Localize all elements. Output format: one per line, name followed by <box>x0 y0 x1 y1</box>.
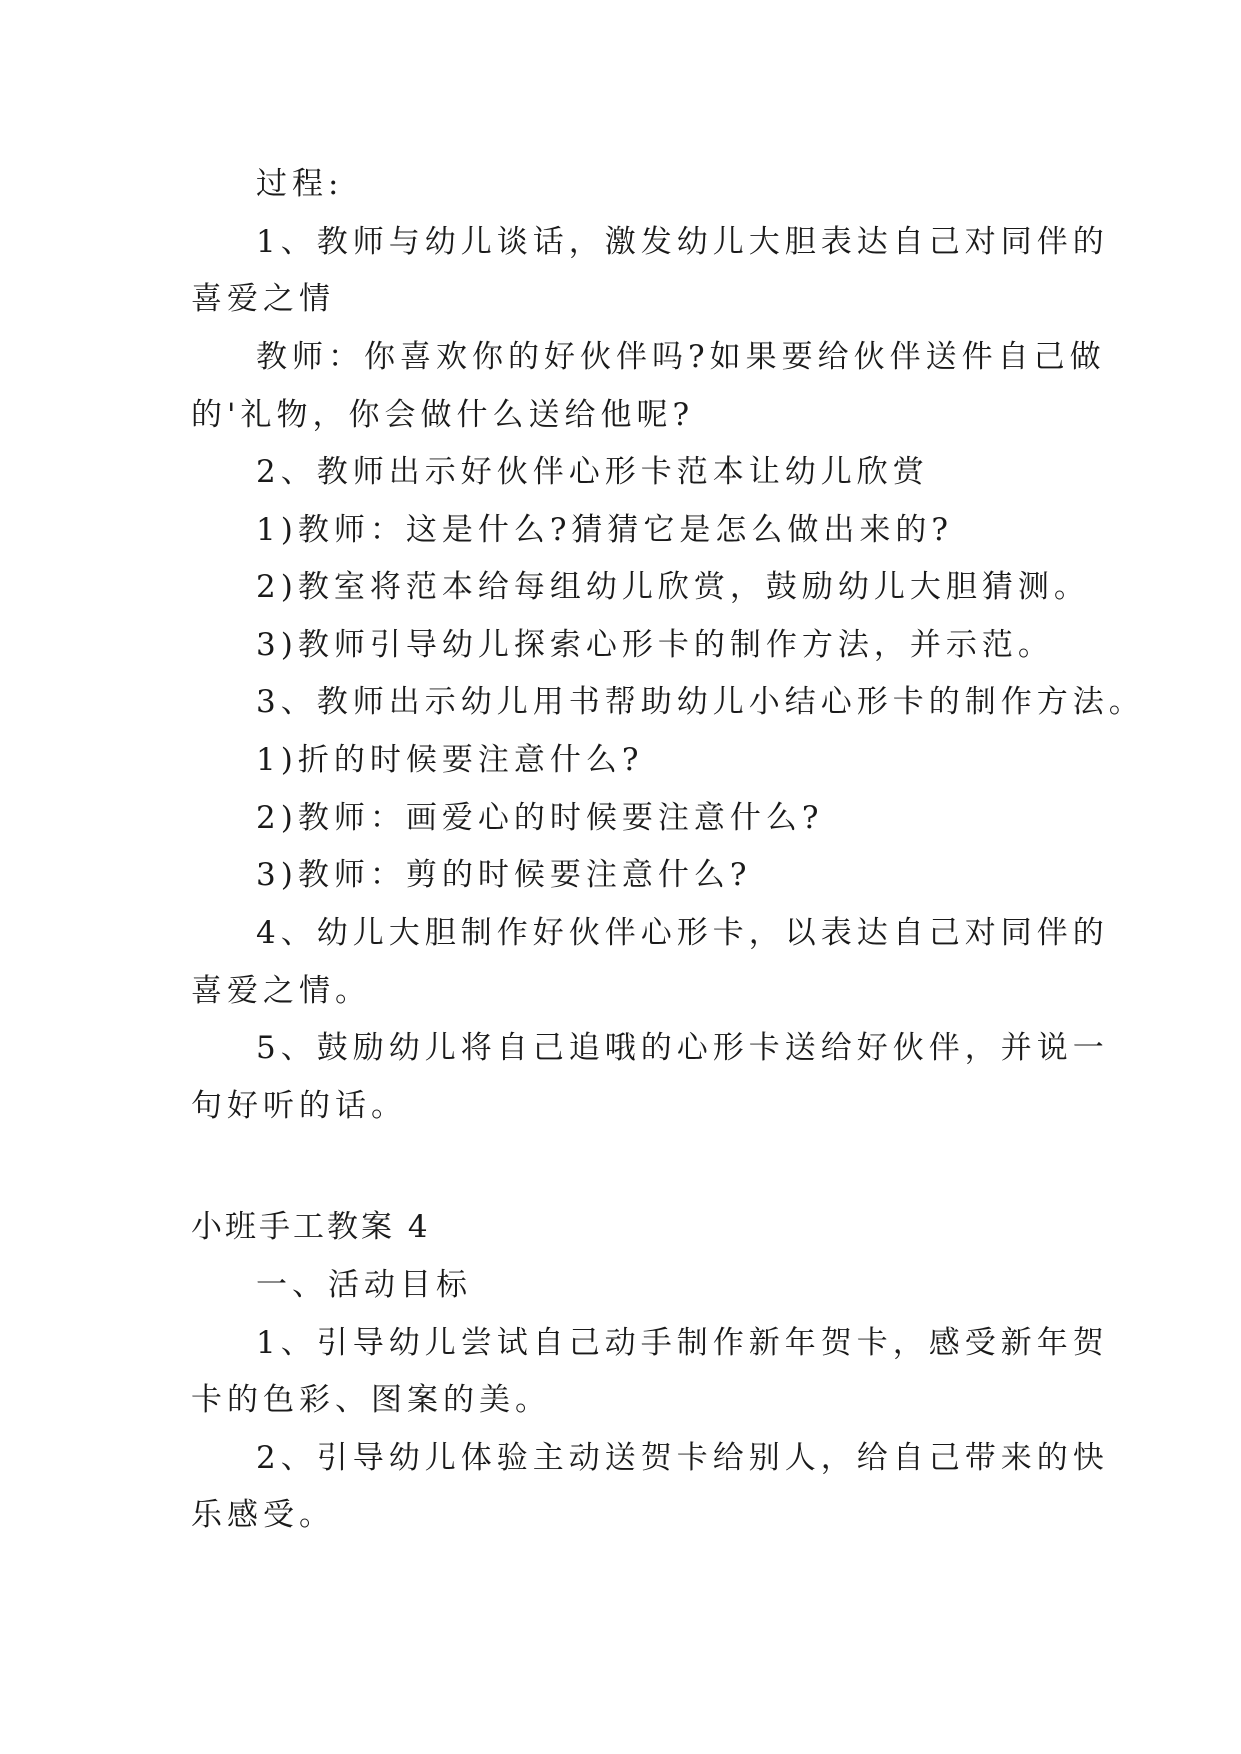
text-line: 过程: <box>256 166 344 202</box>
text-line: 喜爱之情 <box>191 281 335 317</box>
text-line: 一、活动目标 <box>256 1267 472 1303</box>
text-line: 1)折的时候要注意什么? <box>256 742 644 778</box>
text-line: 4、幼儿大胆制作好伙伴心形卡，以表达自己对同伴的 <box>256 915 1109 951</box>
text-line: 的'礼物，你会做什么送给他呢? <box>191 397 695 433</box>
section-heading: 小班手工教案 4 <box>191 1209 431 1245</box>
text-line: 1、教师与幼儿谈话，激发幼儿大胆表达自己对同伴的 <box>256 224 1109 260</box>
text-line: 句好听的话。 <box>191 1088 407 1124</box>
text-line: 2)教师：画爱心的时候要注意什么? <box>256 800 824 836</box>
text-line: 1)教师：这是什么?猜猜它是怎么做出来的? <box>256 512 954 548</box>
text-line: 5、鼓励幼儿将自己追哦的心形卡送给好伙伴，并说一 <box>256 1030 1109 1066</box>
text-line: 2)教室将范本给每组幼儿欣赏，鼓励幼儿大胆猜测。 <box>256 569 1090 605</box>
text-line: 卡的色彩、图案的美。 <box>191 1382 551 1418</box>
text-line: 2、引导幼儿体验主动送贺卡给别人，给自己带来的快 <box>256 1440 1109 1476</box>
text-line: 2、教师出示好伙伴心形卡范本让幼儿欣赏 <box>256 454 929 490</box>
text-line: 1、引导幼儿尝试自己动手制作新年贺卡，感受新年贺 <box>256 1325 1109 1361</box>
text-line: 乐感受。 <box>191 1497 335 1533</box>
text-line: 3、教师出示幼儿用书帮助幼儿小结心形卡的制作方法。 <box>256 684 1145 720</box>
text-line: 喜爱之情。 <box>191 973 371 1009</box>
text-line: 3)教师：剪的时候要注意什么? <box>256 857 752 893</box>
text-line: 教师：你喜欢你的好伙伴吗?如果要给伙伴送件自己做 <box>256 339 1106 375</box>
text-line: 3)教师引导幼儿探索心形卡的制作方法，并示范。 <box>256 627 1054 663</box>
